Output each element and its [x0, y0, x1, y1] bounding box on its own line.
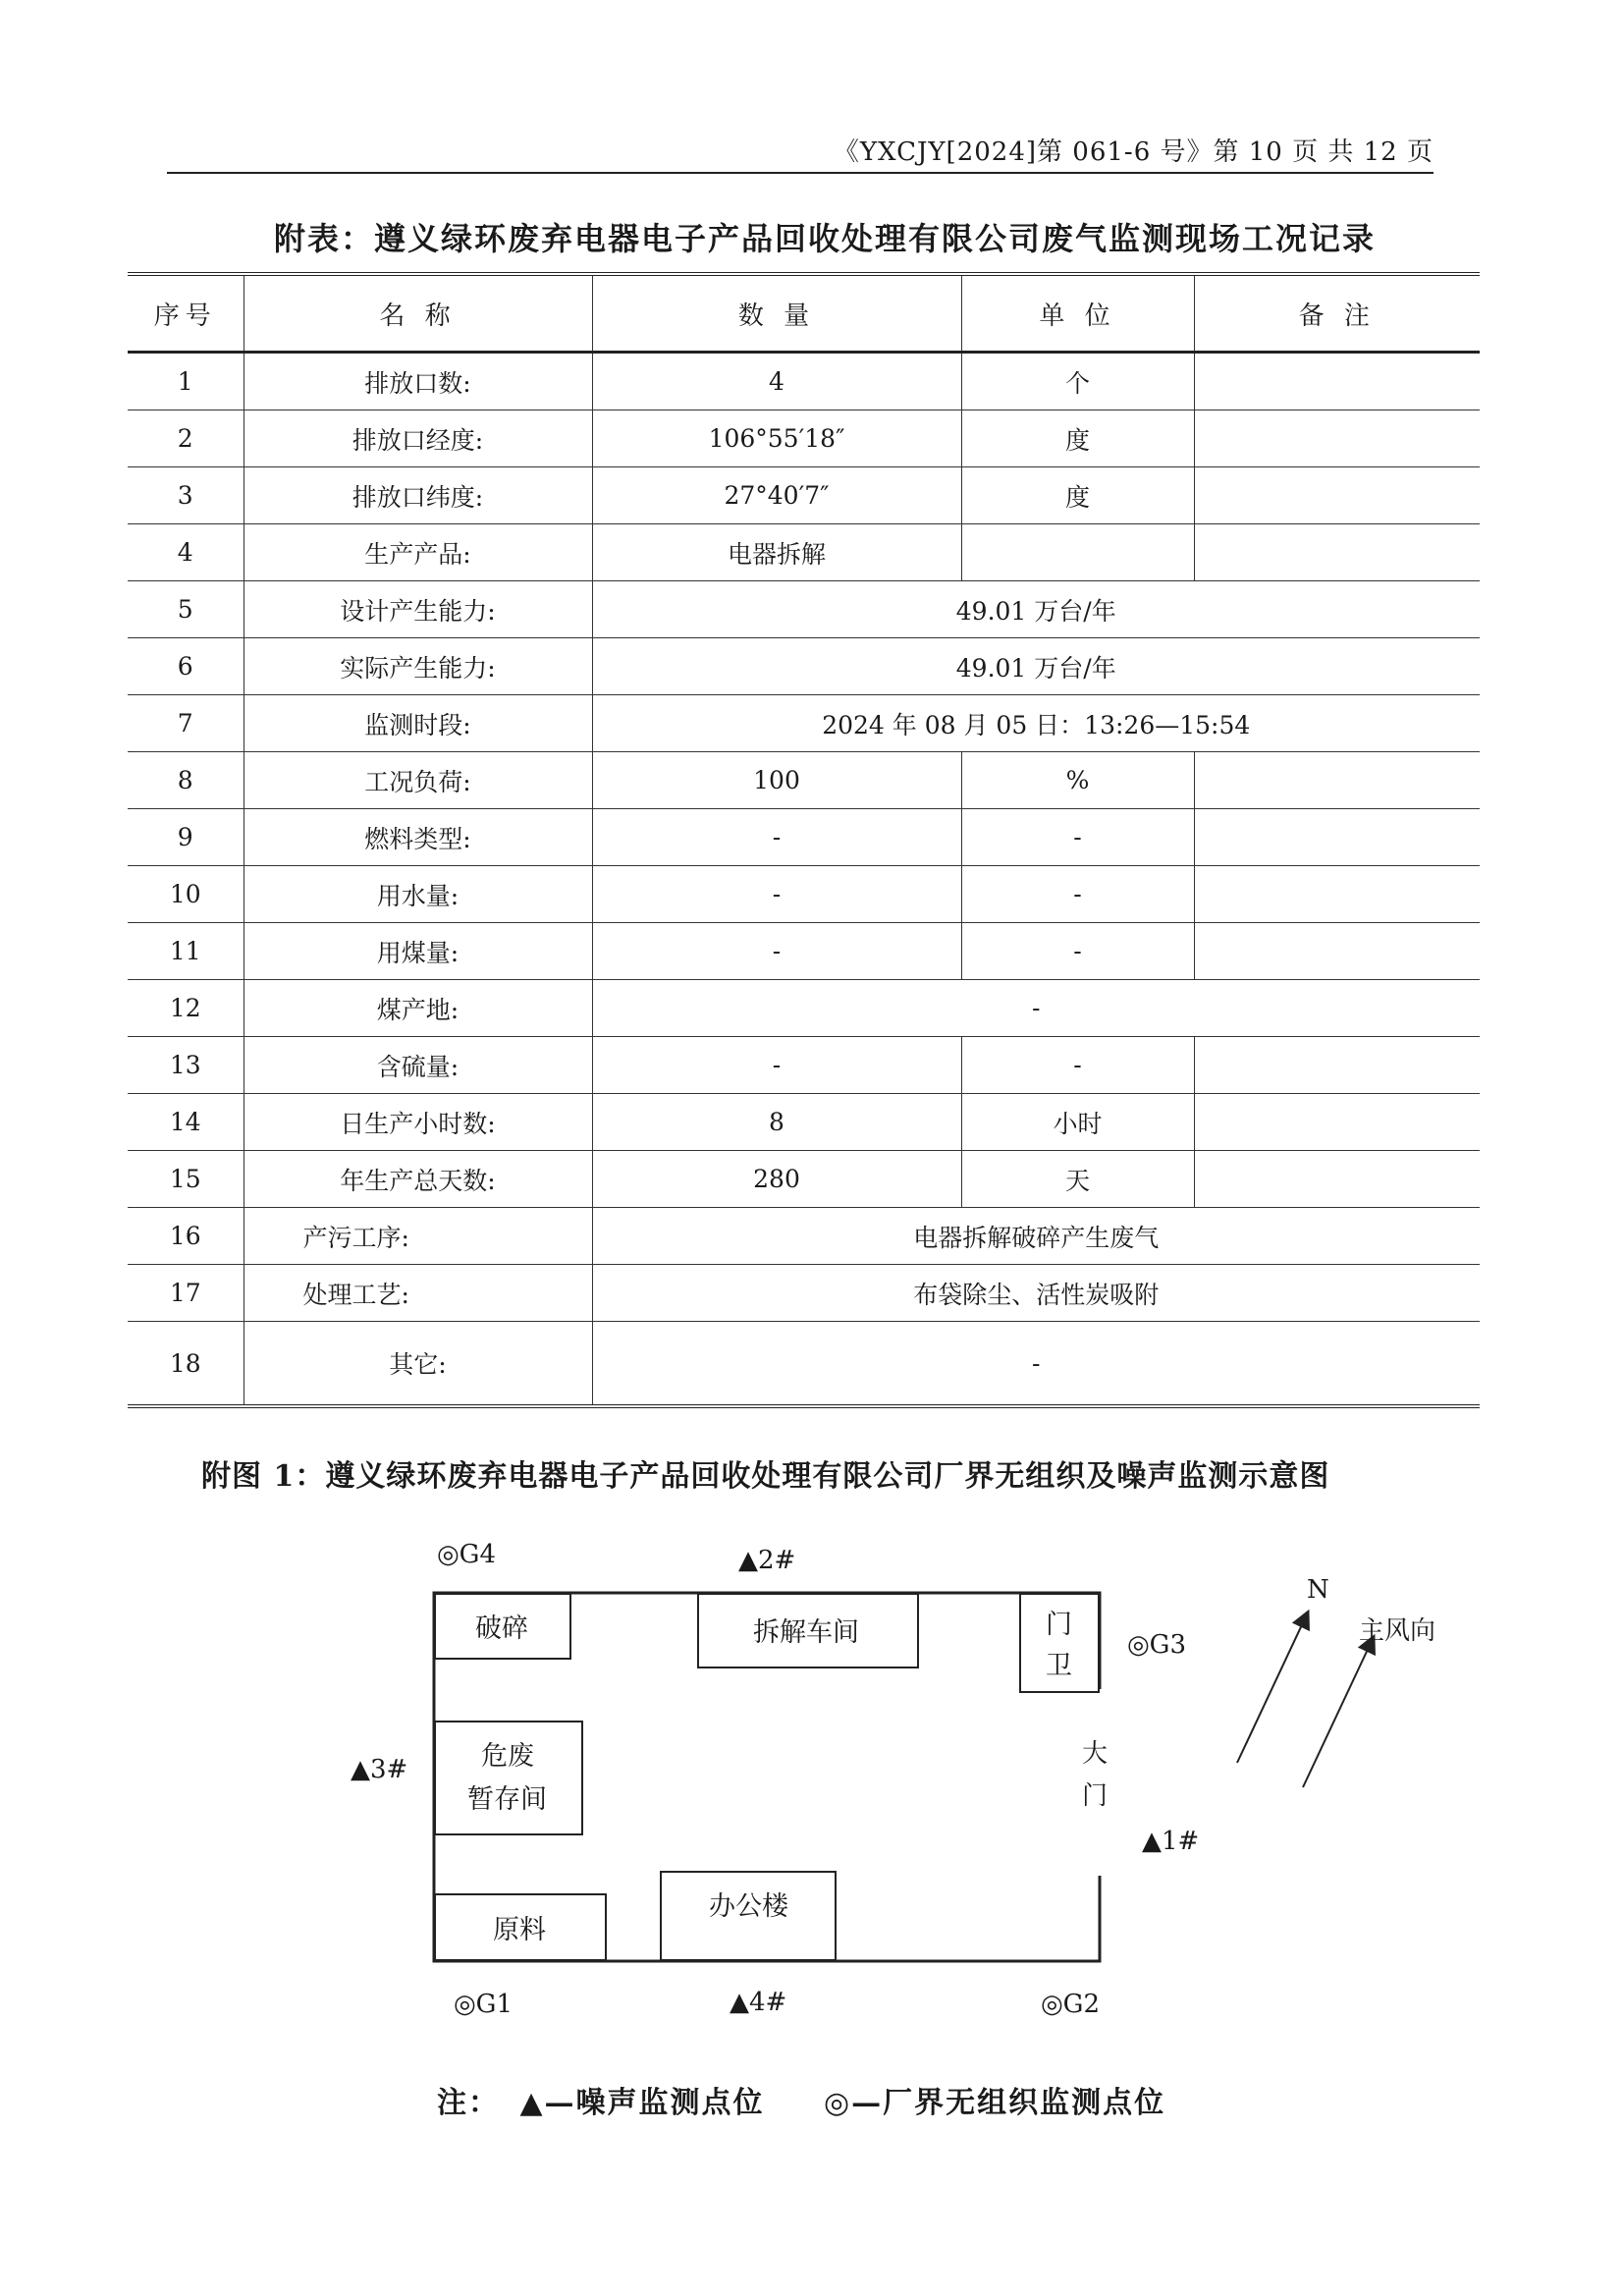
legend-boundary: ◎—厂界无组织监测点位	[823, 2086, 1166, 2120]
figure-title: 附图 1：遵义绿环废弃电器电子产品回收处理有限公司厂界无组织及噪声监测示意图	[201, 1459, 1330, 1494]
row-qty: 8	[592, 1094, 961, 1151]
row-no: 5	[128, 581, 243, 638]
row-merged-value: 电器拆解破碎产生废气	[592, 1208, 1480, 1265]
row-merged-value: -	[592, 1322, 1480, 1407]
row-name: 年生产总天数:	[243, 1151, 592, 1208]
row-name: 工况负荷:	[243, 752, 592, 809]
row-qty: 4	[592, 353, 961, 410]
room-raw-label: 原料	[493, 1915, 546, 1945]
page-header-reference: 《YXCJY[2024]第 061-6 号》第 10 页 共 12 页	[833, 137, 1434, 167]
row-name: 产污工序:	[243, 1208, 592, 1265]
point-noise-3: ▲3#	[351, 1755, 408, 1784]
row-qty: 100	[592, 752, 961, 809]
row-name: 用煤量:	[243, 923, 592, 980]
point-g1: ◎G1	[454, 1990, 513, 2019]
room-crush	[434, 1593, 571, 1660]
row-no: 7	[128, 695, 243, 752]
row-no: 1	[128, 353, 243, 410]
row-unit: -	[961, 1037, 1194, 1094]
row-name: 生产产品:	[243, 524, 592, 581]
col-header-qty: 数 量	[592, 274, 961, 353]
row-name: 含硫量:	[243, 1037, 592, 1094]
row-no: 11	[128, 923, 243, 980]
row-no: 17	[128, 1265, 243, 1322]
row-name: 实际产生能力:	[243, 638, 592, 695]
row-no: 3	[128, 467, 243, 524]
point-noise-4: ▲4#	[730, 1988, 787, 2017]
room-hazard-label-1: 危废	[481, 1741, 534, 1772]
row-qty: 27°40′7″	[592, 467, 961, 524]
row-merged-value: -	[592, 980, 1480, 1037]
legend-note	[437, 2078, 1173, 2121]
room-office	[660, 1871, 837, 1961]
point-g3: ◎G3	[1127, 1630, 1186, 1660]
room-crush-label: 破碎	[475, 1613, 528, 1644]
col-header-name: 名 称	[243, 274, 592, 353]
row-unit: -	[961, 866, 1194, 923]
gate-label-2: 门	[1082, 1781, 1109, 1811]
row-unit: 天	[961, 1151, 1194, 1208]
room-raw-material	[434, 1893, 607, 1961]
point-noise-1: ▲1#	[1142, 1827, 1200, 1856]
point-g4: ◎G4	[437, 1540, 496, 1569]
row-qty: 电器拆解	[592, 524, 961, 581]
row-no: 10	[128, 866, 243, 923]
row-merged-value: 2024 年 08 月 05 日：13:26—15:54	[592, 695, 1480, 752]
row-qty: -	[592, 923, 961, 980]
row-qty: 106°55′18″	[592, 410, 961, 467]
wind-arrow	[1303, 1641, 1372, 1787]
col-header-no: 序号	[128, 274, 243, 353]
row-name: 其它:	[243, 1322, 592, 1407]
legend-noise: ▲—噪声监测点位	[519, 2086, 765, 2120]
room-hazard-label-2: 暂存间	[467, 1784, 547, 1815]
wind-direction-label: 主风向	[1359, 1616, 1436, 1646]
row-name: 设计产生能力:	[243, 581, 592, 638]
room-dismantle	[697, 1593, 919, 1668]
table-title: 附表：遵义绿环废弃电器电子产品回收处理有限公司废气监测现场工况记录	[273, 220, 1376, 257]
room-office-label: 办公楼	[709, 1891, 788, 1922]
row-no: 4	[128, 524, 243, 581]
room-guard-label-2: 卫	[1046, 1651, 1072, 1681]
row-unit: -	[961, 923, 1194, 980]
row-name: 排放口数:	[243, 353, 592, 410]
row-name: 监测时段:	[243, 695, 592, 752]
row-merged-value: 49.01 万台/年	[592, 581, 1480, 638]
row-no: 8	[128, 752, 243, 809]
row-name: 用水量:	[243, 866, 592, 923]
row-no: 2	[128, 410, 243, 467]
col-header-note: 备 注	[1194, 274, 1480, 353]
row-unit: 度	[961, 410, 1194, 467]
room-dismantle-label: 拆解车间	[753, 1617, 859, 1648]
row-no: 18	[128, 1322, 243, 1407]
row-name: 排放口纬度:	[243, 467, 592, 524]
row-merged-value: 49.01 万台/年	[592, 638, 1480, 695]
col-header-unit: 单 位	[961, 274, 1194, 353]
row-name: 排放口经度:	[243, 410, 592, 467]
point-g2: ◎G2	[1041, 1990, 1100, 2019]
row-no: 9	[128, 809, 243, 866]
row-qty: -	[592, 809, 961, 866]
row-no: 6	[128, 638, 243, 695]
north-label: N	[1307, 1575, 1329, 1605]
row-no: 15	[128, 1151, 243, 1208]
room-guard	[1019, 1593, 1100, 1693]
row-unit: -	[961, 809, 1194, 866]
row-unit: %	[961, 752, 1194, 809]
gate-label-1: 大	[1082, 1739, 1109, 1769]
row-no: 12	[128, 980, 243, 1037]
point-noise-2: ▲2#	[738, 1546, 796, 1575]
row-unit: 个	[961, 353, 1194, 410]
row-name: 日生产小时数:	[243, 1094, 592, 1151]
row-unit: 度	[961, 467, 1194, 524]
row-merged-value: 布袋除尘、活性炭吸附	[592, 1265, 1480, 1322]
row-no: 13	[128, 1037, 243, 1094]
row-no: 14	[128, 1094, 243, 1151]
row-name: 燃料类型:	[243, 809, 592, 866]
room-guard-label-1: 门	[1046, 1610, 1072, 1640]
row-qty: -	[592, 1037, 961, 1094]
legend-note-prefix: 注：	[437, 2086, 500, 2120]
north-arrow	[1237, 1616, 1306, 1763]
row-name: 煤产地:	[243, 980, 592, 1037]
room-hazard-storage	[434, 1721, 583, 1835]
row-unit: 小时	[961, 1094, 1194, 1151]
row-qty: 280	[592, 1151, 961, 1208]
row-qty: -	[592, 866, 961, 923]
row-no: 16	[128, 1208, 243, 1265]
row-name: 处理工艺:	[243, 1265, 592, 1322]
